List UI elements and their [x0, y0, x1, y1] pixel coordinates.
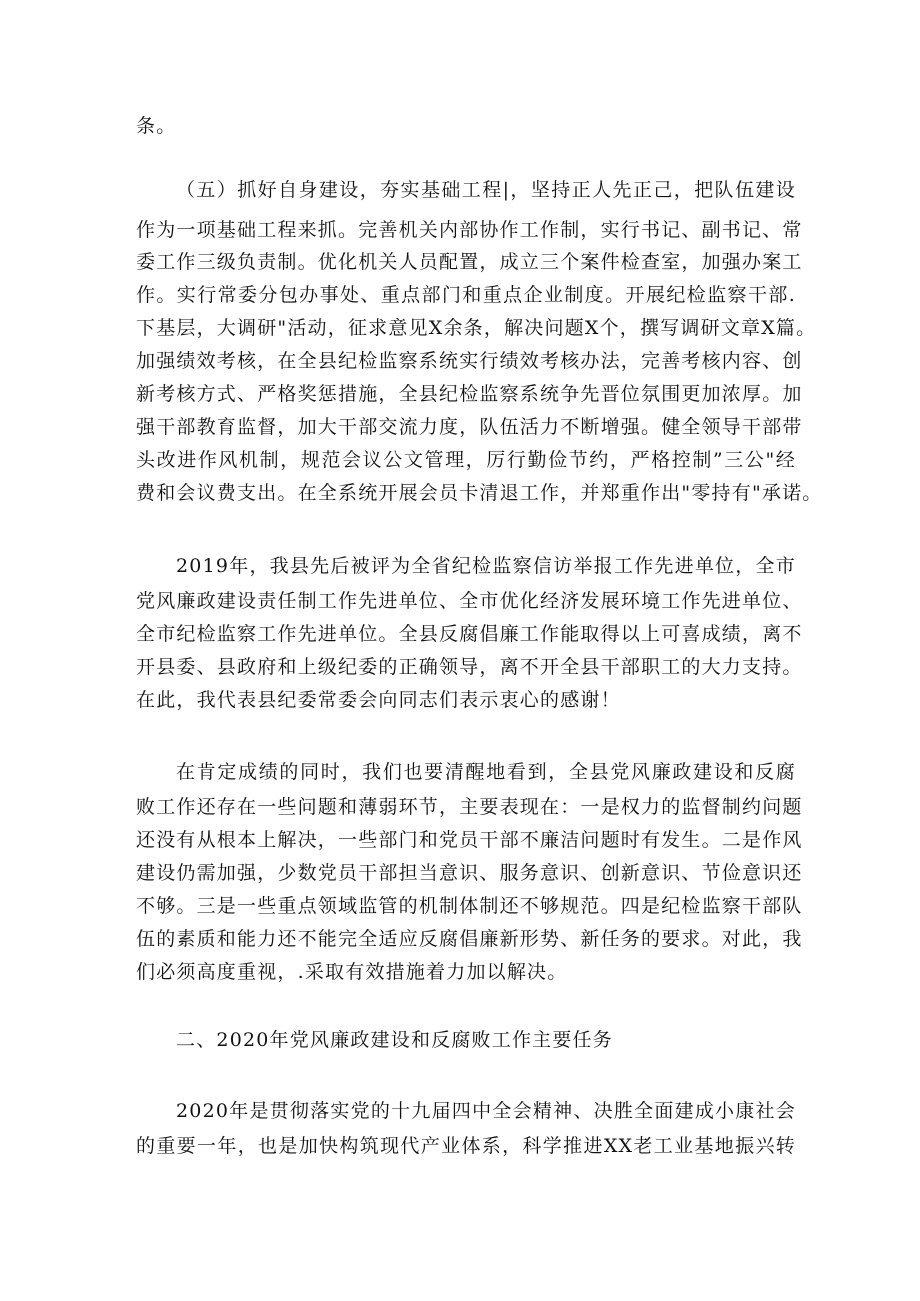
- text-line: 伍的素质和能力还不能完全适应反腐倡廉新形势、新任务的要求。对此，我: [136, 928, 803, 950]
- text-line: 建设仍需加强，少数党员干部担当意识、服务意识、创新意识、节俭意识还: [136, 862, 803, 884]
- text-line: 还没有从根本上解决，一些部门和党员干部不廉洁问题时有发生。二是作风: [136, 829, 803, 851]
- text-line: 委工作三级负责制。优化机关人员配置，成立三个案件检查室，加强办案工: [136, 251, 803, 273]
- text-line: （五）抓好自身建设，夯实基础工程|，坚持正人先正己，把队伍建设: [176, 179, 796, 201]
- text-line: 在肯定成绩的同时，我们也要清醒地看到，全县党风廉政建设和反腐: [176, 761, 796, 783]
- text-line: 在此，我代表县纪委常委会向同志们表示衷心的感谢！: [136, 689, 621, 711]
- text-line: 不够。三是一些重点领域监管的机制体制还不够规范。四是纪检监察干部队: [136, 895, 803, 917]
- text-line: 败工作还存在一些问题和薄弱环节，主要表现在：一是权力的监督制约问题: [136, 796, 803, 818]
- text-line: 们必须高度重视，.采取有效措施着力加以解决。: [136, 961, 568, 983]
- text-line: 加强绩效考核，在全县纪检监察系统实行绩效考核办法，完善考核内容、创: [136, 350, 803, 372]
- text-line: 开县委、县政府和上级纪委的正确领导，离不开全县干部职工的大力支持。: [136, 656, 803, 678]
- text-line: 作。实行常委分包办事处、重点部门和重点企业制度。开展纪检监察干部.: [136, 284, 796, 306]
- text-line: 新考核方式、严格奖惩措施，全县纪检监察系统争先晋位氛围更加浓厚。加: [136, 383, 803, 405]
- text-line: 全市纪检监察工作先进单位。全县反腐倡廉工作能取得以上可喜成绩，离不: [136, 623, 803, 645]
- text-line: 的重要一年，也是加快构筑现代产业体系，科学推进XX老工业基地振兴转: [136, 1135, 796, 1157]
- text-line: 强干部教育监督，加大干部交流力度，队伍活力不断增强。健全领导干部带: [136, 416, 803, 438]
- text-line: 党风廉政建设责任制工作先进单位、全市优化经济发展环境工作先进单位、: [136, 590, 803, 612]
- text-line: 2019年，我县先后被评为全省纪检监察信访举报工作先进单位，全市: [176, 555, 796, 577]
- text-line: 2020年是贯彻落实党的十九届四中全会精神、决胜全面建成小康社会: [176, 1100, 796, 1122]
- text-line: 下基层，大调研"活动，征求意见X余条，解决问题X个，撰写调研文章X篇。: [136, 317, 817, 339]
- text-line: 作为一项基础工程来抓。完善机关内部协作工作制，实行书记、副书记、常: [136, 219, 803, 241]
- text-line: 费和会议费支出。在全系统开展会员卡清退工作，并郑重作出"零持有"承诺。: [136, 482, 823, 504]
- text-line: 头改进作风机制，规范会议公文管理，厉行勤俭节约，严格控制”三公"经: [136, 449, 796, 471]
- section-heading: 二、2020年党风廉政建设和反腐败工作主要任务: [176, 1029, 613, 1051]
- text-line: 条。: [136, 115, 177, 137]
